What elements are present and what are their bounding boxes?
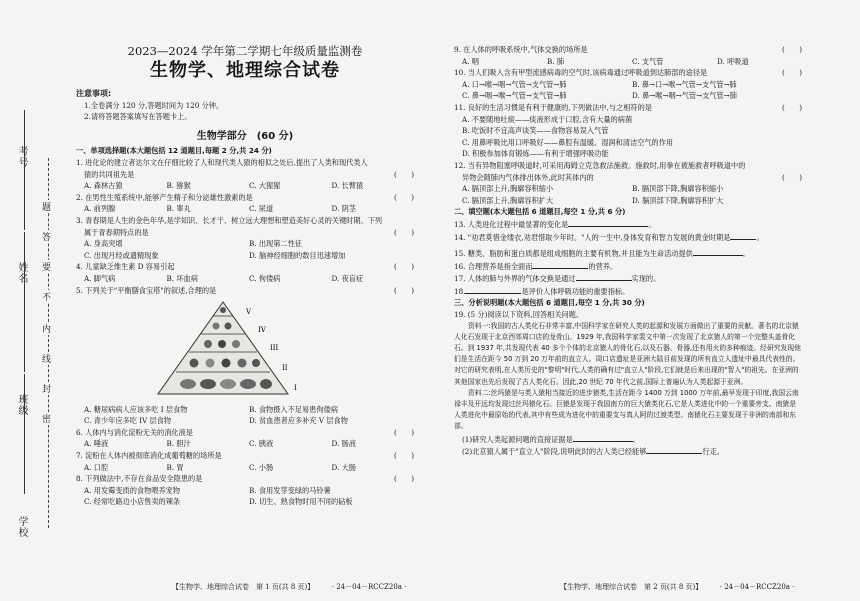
option: C. 小肠 (249, 462, 274, 472)
exam-subtitle: 2023—2024 学年第二学期七年级质量监测卷 (127, 44, 363, 58)
pyramid-level-label: II (282, 364, 288, 373)
page-footer: 【生物学、地理综合试卷 第 2 页(共 8 页)】 · 24－04－RCCZ20a · (560, 583, 795, 591)
left-column (76, 44, 414, 508)
pyramid-level-label: I (294, 384, 297, 393)
option: C. 大猩猩 (249, 181, 281, 191)
name-line (24, 232, 25, 372)
answer-blank (465, 285, 521, 294)
question-10: 10. 当人们吸入含有甲型流感病毒的空气时,该病毒通过呼吸道到达肺部的途径是 (454, 68, 708, 78)
question-3: 3. 青春期是人生的金色年华,是学知识、长才干、树立远大理想和塑造美好心灵的关键时期。下列 (76, 215, 383, 225)
question-17-tail: 实现的。 (631, 274, 661, 284)
answer-paren: ( ) (782, 102, 802, 112)
answer-paren: ( ) (782, 45, 802, 54)
question-11: 11. 良好的生活习惯是有利于健康的,下列做法中,与之相符的是 (454, 102, 652, 112)
option: A. 咽 (462, 56, 479, 66)
option: A. 糖尿病病人应该多吃 I 层食物 (84, 404, 188, 414)
question-15: 15. 糖类、脂肪和蛋白质都是组成细胞的主要有机物,并且能为生命活动提供 (454, 249, 693, 259)
seal-word: 密 (42, 412, 51, 425)
answer-blank (576, 272, 632, 281)
question-4: 4. 儿童缺乏维生素 D 容易引起 (76, 262, 175, 272)
answer-blank (532, 260, 588, 269)
answer-paren: ( ) (394, 427, 414, 437)
seal-word: 要 (42, 260, 51, 273)
option: B. 肺 (547, 56, 565, 66)
answer-paren: ( ) (394, 285, 414, 295)
sub-question-1: (1)研究人类起源问题的直接证据是 (462, 434, 573, 444)
seal-word: 题 (42, 200, 51, 213)
option: B. 膈顶部下降,胸廓容积缩小 (632, 184, 724, 194)
option: A. 森林古猿 (84, 181, 123, 191)
option: D. 夜盲症 (331, 273, 364, 283)
class-line (24, 374, 25, 494)
pyramid-level-label: III (270, 344, 279, 353)
sub-question-2-tail: 行走。 (702, 447, 724, 457)
section-title: 生物学部分 (60 分) (196, 130, 294, 142)
option: B. 胆汁 (166, 439, 191, 449)
question-16-tail: 的营养。 (588, 261, 618, 271)
notice-title: 注意事项: (76, 89, 112, 98)
option: C. 胰液 (249, 439, 274, 449)
seal-word: 封 (42, 382, 51, 395)
seal-word: 内 (42, 322, 51, 335)
option: D. 脑神经细胞的数目迅速增加 (249, 250, 346, 260)
option: A. 口→喉→咽→气管→支气管→肺 (462, 79, 567, 89)
answer-paren: ( ) (394, 192, 414, 202)
name-label: 姓名 (16, 262, 27, 284)
question-5: 5. 下列关于"平衡膳食宝塔"的叙述,合理的是 (76, 285, 217, 295)
question-17: 17. 人体的肺与外界的气体交换是通过 (454, 274, 576, 284)
seal-line (48, 158, 49, 528)
option: A. 前列腺 (84, 204, 116, 214)
answer-blank (568, 218, 648, 227)
question-6: 6. 人体内与消化淀粉无关的消化液是 (76, 427, 193, 437)
question-18: 18. (454, 286, 466, 296)
material-2: 资料二:丝玛猿是与类人猿相当接近的进步猿类,生活在距今 1400 万到 1000 万年前,最早发现于印度,我国云南禄丰及开远均发现过丝玛猿化石。巨猿是发现于我国南方的巨大猿类化石,它是人类进化中的一个重要旁支。南猿是人类进化中最原始的代表,其中有些成为进化中的重要支与真人阿的过渡类型。南猿化石主要发现于非洲的南部和东部。 (454, 388, 799, 431)
pyramid-level-label: IV (258, 326, 266, 335)
option: C. 用鼻呼吸比用口呼吸好——鼻腔有温暖、湿润和清洁空气的作用 (462, 137, 674, 147)
answer-paren: ( ) (394, 262, 414, 272)
part-heading: 二、填空题(本大题包括 6 道题目,每空 1 分,共 6 分) (454, 207, 626, 217)
option: C. 支气管 (632, 56, 664, 66)
question-7: 7. 淀粉在人体内被彻底消化成葡萄糖的场所是 (76, 451, 222, 461)
seal-word: 线 (42, 352, 51, 365)
question-9: 9. 在人体的呼吸系统中,气体交换的场所是 (454, 45, 588, 54)
notice-line: 2.请将答题答案填写在答题卡上。 (84, 112, 192, 122)
class-label: 班级 (16, 394, 27, 416)
option: D. 长臂猿 (331, 181, 364, 191)
notice-line: 1.全卷满分 120 分,答题时间为 120 分钟。 (84, 100, 224, 110)
question-14: 14. "劝君莫惜金缕衣,劝君惜取少年时。"人的一生中,身体发育和智力发展的黄金时期是 (454, 232, 731, 242)
option: D. 肠液 (331, 439, 356, 449)
option: C. 经常吃路边小店售卖的辣条 (84, 497, 181, 507)
sub-question-2: (2)北京猿人属于"直立人"阶段,说明此时的古人类已经能够 (462, 447, 647, 457)
exam-title: 生物学、地理综合试卷 (150, 60, 340, 81)
option: A. 不要随地吐痰——痰液形成于口腔,含有大量的病菌 (462, 114, 633, 124)
question-12: 12. 当有异物阻塞呼吸道时,可采用海姆立克急救法施救。施救时,用拳在被施救者呼吸道中的 (454, 160, 746, 170)
answer-paren: ( ) (394, 169, 414, 179)
school-label: 学校 (16, 516, 27, 538)
option: B. 睾丸 (166, 204, 191, 214)
question-12-cont: 异物会随肺内气体排出体外,此时其体内的 (462, 172, 594, 182)
seal-word: 答 (42, 230, 51, 243)
option: A. 身高突增 (84, 239, 123, 249)
option: D. 积极参加体育锻炼——有利于增强呼吸功能 (462, 149, 609, 159)
answer-blank (646, 445, 702, 454)
option: A. 唾液 (84, 439, 109, 449)
pyramid-level-label: V (246, 308, 252, 317)
option: A. 膈顶部上升,胸廓容积缩小 (462, 184, 554, 194)
option: C. 青少年应多吃 IV 层食物 (84, 416, 172, 426)
option: B. 出现第二性征 (249, 239, 302, 249)
binding-margin (0, 0, 70, 601)
material-1: 资料一:我国的古人类化石非常丰富,中国科学家在研究人类的起源和发展方面做出了重要的贡献。著名的北京猿人化石发现于北京西郊周口店的龙骨山。1929 年,我国科学家裴文中第一次发现了北京猿人的第一个完整头盖骨化石。到 1937 年,共发现代表 40 多个个体的北京猿人的骨化石,以及石器、骨器,还有用火的多种痕迹。经研究发现他们是生活在距今 50 万到 20 万年前的直立人。周口店遗址是亚洲大陆目前发现的所有直立人遗址中最具代表性的。对它的研究表明,在人类历史的"黎明"时代,人类的确有过"直立人"阶段,它们就是后来出现的"智人"的祖先。在亚洲的其他国家也先后发现了古人类化石。因此,20 世纪 70 年代之前,国际上普遍认为人类起源于亚洲。 (454, 321, 801, 386)
question-8: 8. 下列做法中,不存在食品安全隐患的是 (76, 474, 203, 484)
option: C. 膈顶部上升,胸廓容积扩大 (462, 195, 554, 205)
answer-paren: ( ) (394, 227, 414, 237)
question-3-cont: 属于青春期特点的是 (84, 227, 149, 237)
option: D. 膈顶部下降,胸廓容积扩大 (632, 195, 724, 205)
answer-paren: ( ) (394, 474, 414, 484)
question-19: 19. (5 分)阅读以下资料,回答相关问题。 (454, 310, 584, 320)
option: B. 食用发芽变绿的马铃薯 (249, 485, 331, 495)
option: B. 吃饭时不宜高声谈笑——食物容易误入气管 (462, 126, 609, 136)
option: D. 切生、熟食物时用不同的砧板 (249, 497, 353, 507)
question-1: 1. 进化论的建立者达尔文在仔细比较了人和现代类人猿的相似之处后,提出了人类和现代类人 (76, 157, 368, 167)
seal-word: 不 (42, 290, 51, 303)
answer-blank (693, 247, 743, 256)
right-column: 9. 在人体的呼吸系统中,气体交换的场所是 ( ) A. 咽 B. 肺 C. 支气管 D. 呼吸道 10. 当人们吸入含有甲型流感病毒的空气时,该病毒通过呼吸道到达肺部的途径是 ( ) A. 口→喉→咽→气管→支气管→肺 B. 鼻→口→喉→气管→支气管→肺 C. 鼻→咽→喉→气管→支气管→肺 D. 鼻→喉→咽→气管→支气管→肺 11. 良好的生活习惯是有利于健康的,下列做法中,与之相符的是 ( ) A. 不要随地吐痰——痰液形成于口腔,含有大量的病菌 B. 吃饭时不宜高声谈笑——食物容易误入气管 C. 用鼻呼吸比用口呼吸好——鼻腔有温暖、湿润和清洁空气的作用 D. 积极参加体育锻炼——有利于增强呼吸功能 12. 当有异物阻塞呼吸道时,可采用海姆立克急救法施救。施救时,用拳在被施救者呼吸道中的 异物会随肺内气体排出体外,此时其体内的 ( ) A. 膈顶部上升,胸廓容积缩小 B. 膈顶部下降,胸廓容积缩小 C. 膈顶部上升,胸廓容积扩大 D. 膈顶部下降,胸廓容积扩大 二、填空题(本大题包括 6 道题目,每空 1 分,共 6 分) 13. 人类进化过程中最显著的变化是 。 14. "劝君莫惜金缕衣,劝君惜取少年时。"人的一生中,身体发育和智力发展的黄金时期是 。 15. 糖类、脂肪和蛋白质都是组成细胞的主要有机物,并且能为生命活动提供 。 16. 合理营养是指全面而 的营养。 17. 人体的肺与外界的气体交换是通过 实现的。 18. 是评价人体呼吸功能的重要指标。 三、分析说明题(本大题包括 6 道题目,每空 1 分,共 30 分) 19. (5 分)阅读以下资料,回答相关问题。 资料一:我国的古人类化石非常丰富,中国科学家在研究人类的起源和发展方面做出了重要的贡献。著名的北京猿人化石发现于北京西郊周口店的龙骨山。1929 年,我国科学家裴文中第一次发现了北京猿人的第一个完整头盖骨化石。到 1937 年,共发现代表 40 多个个体的北京猿人的骨化石,以及石器、骨器,还有用火的多种痕迹。经研究发现他们是生活在距今 50 万到 20 万年前的直立人。周口店遗址是亚洲大陆目前发现的所有直立人遗址中最具代表性的。对它的研究表明,在人类历史的"黎明"时代,人类的确有过"直立人"阶段,它们就是后来出现的"智人"的祖先。在亚洲的其他国家也先后发现了古人类化石。因此,20 世纪 70 年代之前,国际上普遍认为人类起源于亚洲。 资料二:丝玛猿是与类人猿相当接近的进步猿类,生活在距今 1400 万到 1000 万年前,最早发现于印度,我国云南禄丰及开远均发现过丝玛猿化石。巨猿是发现于我国南方的巨大猿类化石,它是人类进化中的一个重要旁支。南猿是人类进化中最原始的代表,其中有些成为进化中的重要支与真人阿的过渡类型。南猿化石主要发现于非洲的南部和东部。 (1)研究人类起源问题的直接证据是 。 (2)北京猿人属于"直立人"阶段,说明此时的古人类已经能够 行走。 (454, 45, 802, 457)
option: B. 胃 (166, 462, 184, 472)
option: D. 鼻→喉→咽→气管→支气管→肺 (632, 91, 737, 101)
answer-paren: ( ) (782, 68, 802, 78)
option: A. 口腔 (84, 462, 109, 472)
option: A. 用发霉变质的食物喂养宠物 (84, 485, 181, 495)
answer-paren: ( ) (394, 451, 414, 461)
option: D. 大肠 (331, 462, 356, 472)
part-heading: 一、单项选择题(本大题包括 12 道题目,每题 2 分,共 24 分) (76, 146, 272, 156)
part-heading: 三、分析说明题(本大题包括 6 道题目,每空 1 分,共 30 分) (454, 298, 645, 308)
page-footer: 【生物学、地理综合试卷 第 1 页(共 8 页)】 · 24－04－RCCZ20a · (172, 583, 407, 591)
question-16: 16. 合理营养是指全面而 (454, 261, 533, 271)
option: B. 猕猴 (166, 181, 191, 191)
option: D. 阴茎 (331, 204, 356, 214)
exam-number-label: 考号 (16, 146, 27, 168)
option: D. 贫血患者应多补充 V 层食物 (249, 416, 348, 426)
option: C. 出现月经或遗精现象 (84, 250, 159, 260)
option: C. 佝偻病 (249, 273, 281, 283)
option: B. 坏血病 (166, 273, 198, 283)
option: B. 鼻→口→喉→气管→支气管→肺 (632, 79, 737, 89)
answer-paren: ( ) (782, 172, 802, 182)
option: C. 鼻→咽→喉→气管→支气管→肺 (462, 91, 567, 101)
question-13: 13. 人类进化过程中最显著的变化是 (454, 219, 569, 229)
page-2 (430, 0, 860, 601)
option: D. 呼吸道 (717, 56, 749, 66)
question-1-cont: 猿的共同祖先是 (84, 169, 135, 179)
answer-blank (573, 433, 633, 442)
option: A. 脚气病 (84, 273, 116, 283)
answer-blank (730, 231, 756, 240)
question-2: 2. 在男性生殖系统中,能够产生精子和分泌雄性激素的是 (76, 192, 253, 202)
exam-number-line (24, 110, 25, 230)
option: B. 食物摄入不足易患佝偻病 (249, 404, 338, 414)
food-pyramid-figure (138, 298, 308, 398)
option: C. 尿道 (249, 204, 274, 214)
question-18-tail: 是评价人体呼吸功能的重要指标。 (521, 286, 630, 296)
